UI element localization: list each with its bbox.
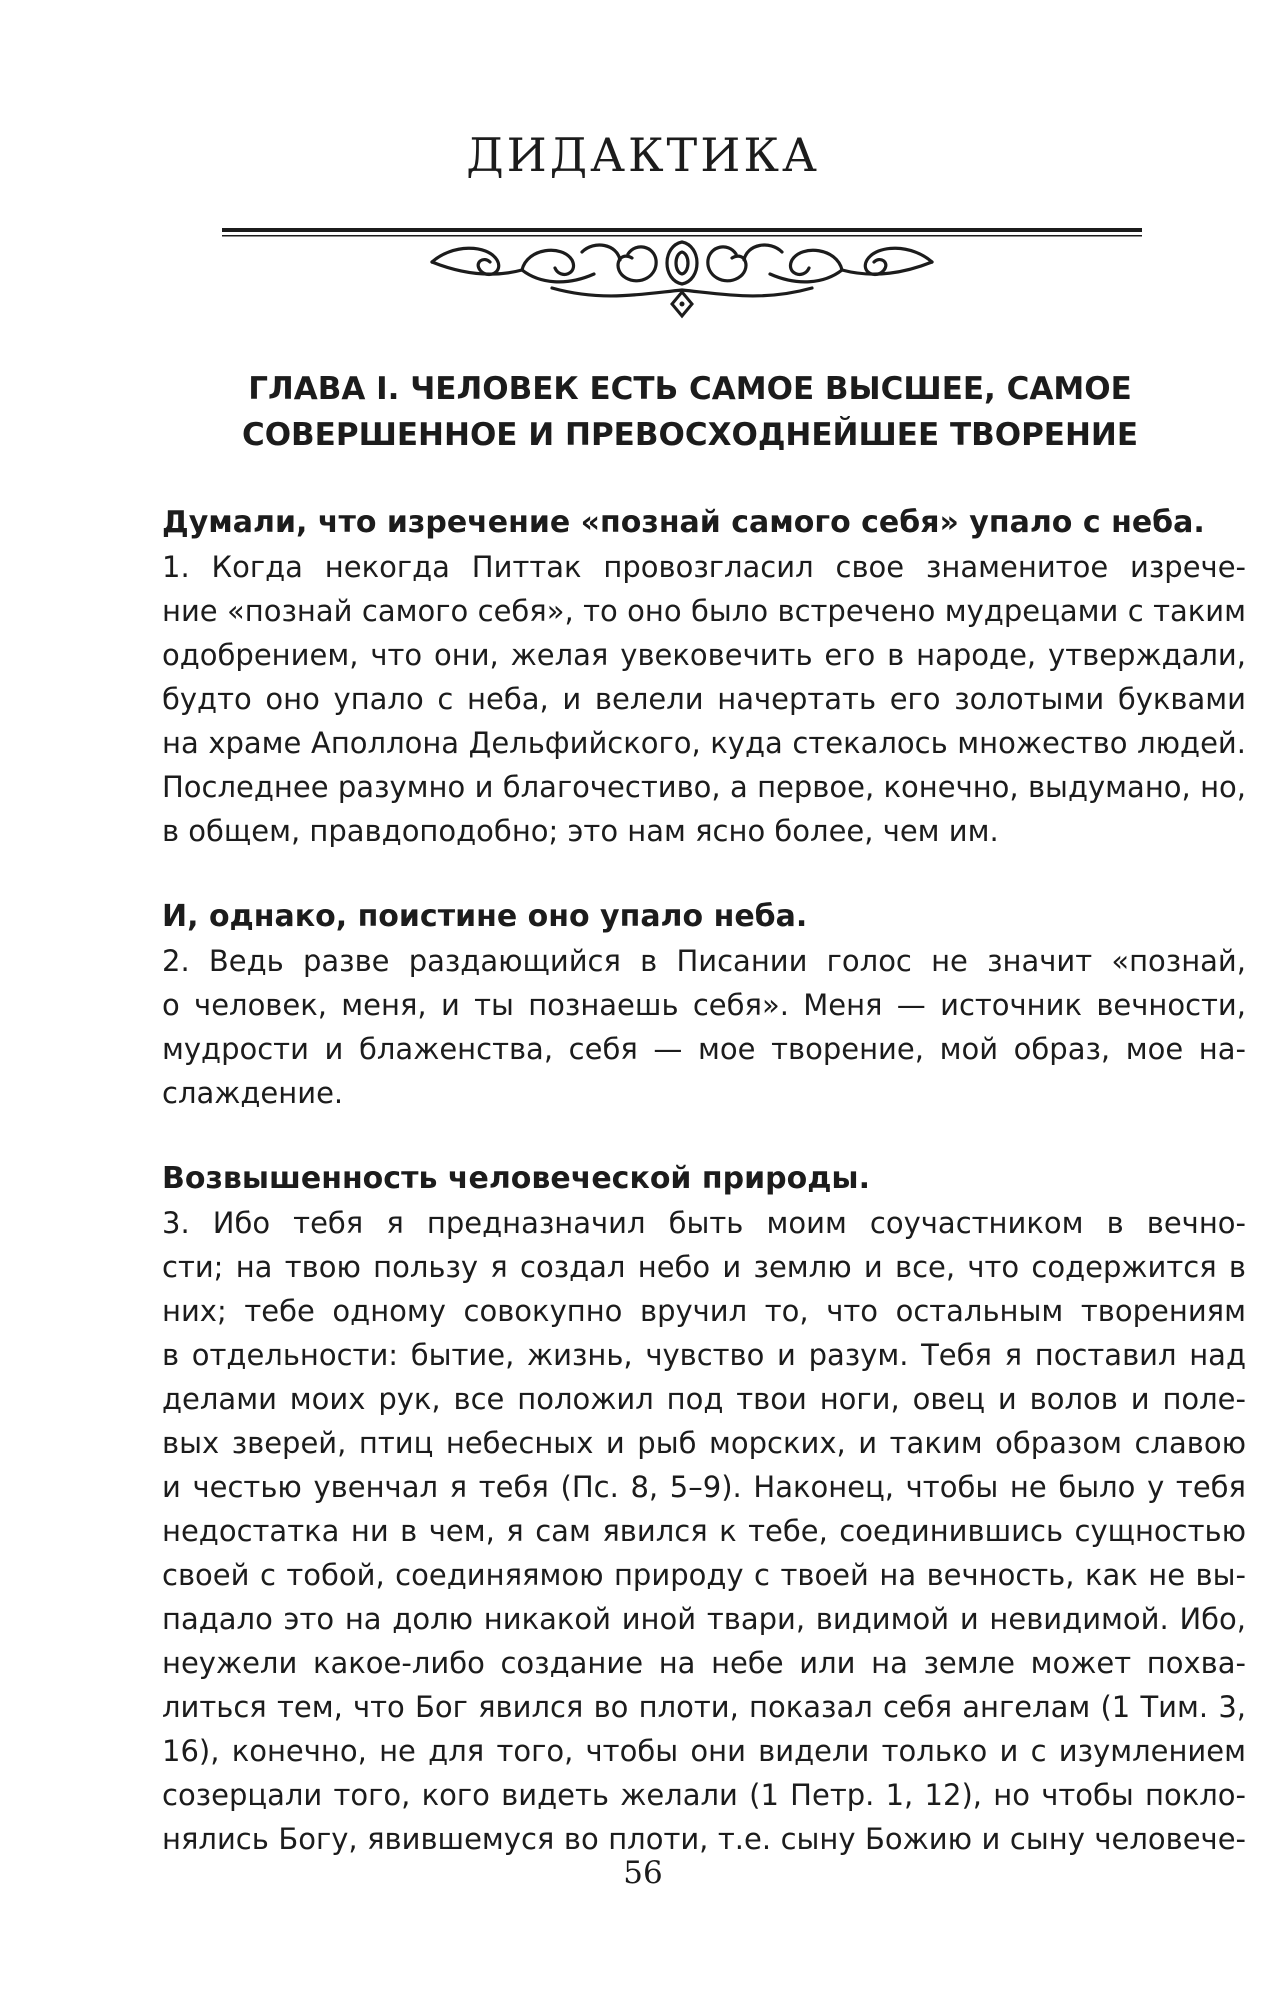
section-heading: Возвышенность человеческой природы. [162,1161,870,1196]
paragraph-line: литься тем, что Бог явился во плоти, показал себя ангелам (1 Тим. 3, [162,1690,1246,1724]
chapter-heading [150,366,1230,458]
page-number: 56 [623,1855,663,1891]
chapter-heading-line-1: ГЛАВА I. ЧЕЛОВЕК ЕСТЬ САМОЕ ВЫСШЕЕ, САМОЕ [248,371,1132,407]
section-heading: И, однако, поистине оно упало неба. [162,899,808,934]
paragraph-line: нялись Богу, явившемуся во плоти, т.е. сыну Божию и сыну человече- [162,1822,1246,1856]
paragraph-line: делами моих рук, все положил под твои ноги, овец и волов и поле- [162,1382,1246,1416]
title-ornament [222,222,1142,322]
ornament-divider-icon [222,222,1142,322]
page-title: ДИДАКТИКА [466,128,820,182]
paragraph-line: падало это на долю никакой иной твари, видимой и невидимой. Ибо, [162,1602,1246,1636]
paragraph-line: неужели какое-либо создание на небе или на земле может похва- [162,1646,1246,1680]
paragraph-line: мудрости и блаженства, себя — мое творение, мой образ, мое на- [162,1032,1246,1066]
paragraph-line: своей с тобой, соединяямою природу с твоей на вечность, как не вы- [162,1558,1246,1592]
paragraph-line: них; тебе одному совокупно вручил то, что остальным творениям [162,1294,1246,1328]
paragraph-line: 2. Ведь разве раздающийся в Писании голос не значит «познай, [162,944,1246,978]
paragraph-line: слаждение. [162,1076,344,1110]
paragraph-line: о человек, меня, и ты познаешь себя». Меня — источник вечности, [162,988,1246,1022]
paragraph-line: на храме Аполлона Дельфийского, куда стекалось множество людей. [162,726,1246,760]
paragraph-line: созерцали того, кого видеть желали (1 Петр. 1, 12), но чтобы покло- [162,1778,1246,1812]
paragraph-line: будто оно упало с неба, и велели начертать его золотыми буквами [162,682,1246,716]
chapter-heading-line-2: СОВЕРШЕННОЕ И ПРЕВОСХОДНЕЙШЕЕ ТВОРЕНИЕ [241,417,1139,453]
paragraph-line: 16), конечно, не для того, чтобы они видели только и с изумлением [162,1734,1246,1768]
paragraph-line: 1. Когда некогда Питтак провозгласил свое знаменитое изрече- [162,550,1246,584]
paragraph-line: сти; на твою пользу я создал небо и землю и все, что содержится в [162,1250,1246,1284]
paragraph-line: 3. Ибо тебя я предназначил быть моим соучастником в вечно- [162,1206,1246,1240]
paragraph-line: Последнее разумно и благочестиво, а первое, конечно, выдумано, но, [162,770,1246,804]
paragraph-line: в отдельности: бытие, жизнь, чувство и разум. Тебя я поставил над [162,1338,1246,1372]
section-heading: Думали, что изречение «познай самого себя» упало с неба. [162,505,1205,540]
paragraph-line: и честью увенчал я тебя (Пс. 8, 5–9). Наконец, чтобы не было у тебя [162,1470,1246,1504]
paragraph-line: ние «познай самого себя», то оно было встречено мудрецами с таким [162,594,1246,628]
paragraph-line: вых зверей, птиц небесных и рыб морских, и таким образом славою [162,1426,1246,1460]
paragraph-line: недостатка ни в чем, я сам явился к тебе, соединившись сущностью [162,1514,1246,1548]
paragraph-line: одобрением, что они, желая увековечить его в народе, утверждали, [162,638,1246,672]
paragraph-line: в общем, правдоподобно; это нам ясно более, чем им. [162,814,999,848]
